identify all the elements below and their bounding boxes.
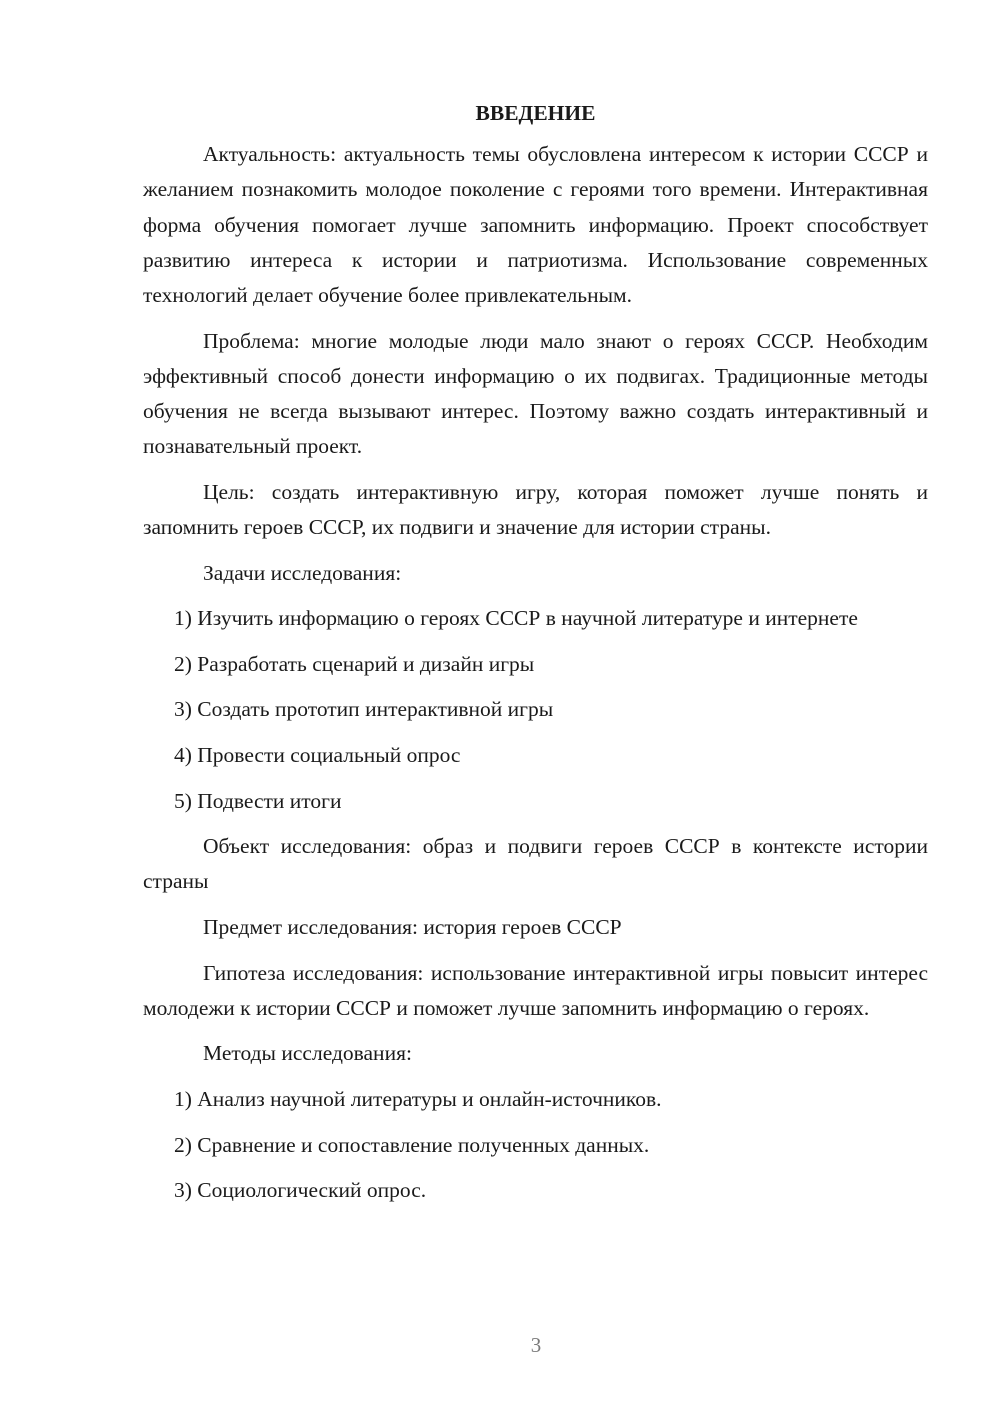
method-item-2: 2) Сравнение и сопоставление полученных данных.: [174, 1132, 650, 1157]
page-number: 3: [530, 1333, 542, 1357]
task-item-1: 1) Изучить информацию о героях СССР в научной литературе и интернете: [174, 606, 858, 631]
subject-paragraph: Предмет исследования: история героев СССР: [203, 914, 622, 939]
document-page: [143, 96, 928, 1208]
relevance-paragraph: Актуальность: актуальность темы обусловлена интересом к истории СССР и желанием познакомить молодое поколение с героями того времени. Интерактивная форма обучения помогает лучше запомнить информацию. Проект способствует развитию интереса к истории и патриотизма. Использование современных технологий делает обучение более привлекательным.: [143, 142, 928, 308]
goal-paragraph: Цель: создать интерактивную игру, которая поможет лучше понять и запомнить героев СССР, их подвиги и значение для истории страны.: [143, 479, 928, 540]
object-paragraph: Объект исследования: образ и подвиги героев СССР в контексте истории страны: [143, 834, 928, 894]
method-item-1: 1) Анализ научной литературы и онлайн-источников.: [174, 1086, 662, 1111]
tasks-title: Задачи исследования:: [203, 560, 402, 585]
task-item-2: 2) Разработать сценарий и дизайн игры: [174, 651, 535, 676]
problem-paragraph: Проблема: многие молодые люди мало знают о героях СССР. Необходим эффективный способ донести информацию о их подвигах. Традиционные методы обучения не всегда вызывают интерес. Поэтому важно создать интерактивный и познавательный проект.: [143, 328, 928, 459]
hypothesis-paragraph: Гипотеза исследования: использование интерактивной игры повысит интерес молодежи к истории СССР и поможет лучше запомнить информацию о героях.: [143, 960, 928, 1020]
task-item-3: 3) Создать прототип интерактивной игры: [174, 697, 554, 722]
methods-title: Методы исследования:: [203, 1041, 412, 1066]
task-item-4: 4) Провести социальный опрос: [174, 742, 461, 767]
section-heading: ВВЕДЕНИЕ: [475, 101, 596, 125]
task-item-5: 5) Подвести итоги: [174, 788, 342, 813]
method-item-3: 3) Социологический опрос.: [174, 1178, 427, 1203]
